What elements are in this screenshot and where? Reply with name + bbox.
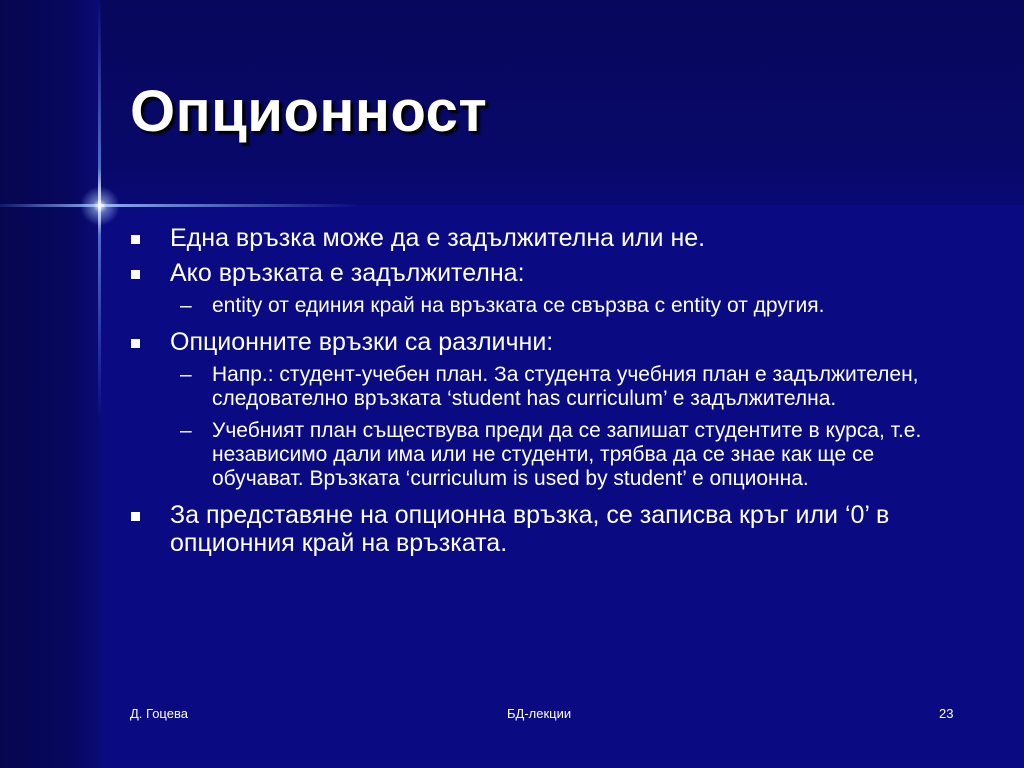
square-bullet-icon [131, 512, 140, 521]
dash-bullet-icon: – [180, 363, 192, 386]
bullet-text: Опционните връзки са различни: [170, 328, 554, 356]
sparkle-horizontal-line [0, 204, 360, 207]
slide-body [128, 224, 968, 564]
bullet-text: Една връзка може да е задължителна или не. [170, 224, 706, 252]
square-bullet-icon [131, 235, 140, 244]
sub-bullet-item [128, 363, 968, 411]
bullet-item [128, 259, 968, 287]
square-bullet-icon [131, 270, 140, 279]
sub-bullet-text: Учебният план съществува преди да се запишат студентите в курса, т.е. независимо дали има или не студенти, трябва да се знае как ще се обучават. Връзката ‘curriculum is used by student’ е опционна. [212, 419, 922, 490]
sub-bullet-text: Напр.: студент-учебен план. За студента учебния план е задължителен, следователно връзката ‘student has curriculum’ е задължителна. [212, 363, 919, 410]
bullet-text: Ако връзката е задължителна: [170, 259, 525, 287]
footer-page-number: 23 [939, 706, 954, 721]
dash-bullet-icon: – [180, 419, 192, 442]
bullet-item [128, 328, 968, 356]
sub-bullet-item [128, 294, 968, 318]
footer-author: Д. Гоцева [130, 706, 188, 721]
slide-title: Опционност [130, 79, 488, 144]
dash-bullet-icon: – [180, 294, 192, 317]
bullet-text: За представяне на опционна връзка, се записва кръг или ‘0’ в опционния край на връзката. [170, 501, 890, 557]
footer-course: БД-лекции [507, 706, 572, 721]
left-background-band [0, 0, 100, 768]
bullet-item [128, 224, 968, 252]
sub-bullet-item [128, 419, 968, 491]
sub-bullet-text: entity от единия край на връзката се свързва с entity от другия. [212, 294, 825, 317]
bullet-item [128, 501, 968, 557]
sparkle-star-icon [80, 186, 120, 226]
square-bullet-icon [131, 339, 140, 348]
